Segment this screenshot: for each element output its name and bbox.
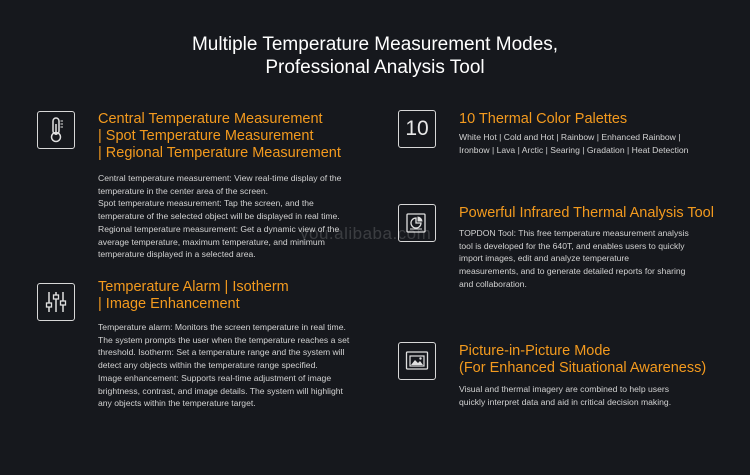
title-line-2: Professional Analysis Tool bbox=[265, 57, 485, 78]
description-line: Image enhancement: Supports real-time adjustment of image bbox=[98, 372, 332, 383]
description-line: temperature of the selected object will be displayed in real time. bbox=[98, 211, 340, 222]
description-line: TOPDON Tool: This free temperature measurement analysis bbox=[459, 228, 689, 238]
description-line: Ironbow | Lava | Arctic | Searing | Gradation | Heat Detection bbox=[459, 144, 689, 155]
feature-title-line: 10 Thermal Color Palettes bbox=[459, 111, 628, 127]
description-line: Visual and thermal imagery are combined to help users bbox=[459, 384, 670, 394]
description-line: temperature in the center area of the screen. bbox=[98, 185, 269, 196]
description-line: detect any objects within the temperature range specified. bbox=[98, 360, 318, 371]
feature-title bbox=[459, 343, 706, 377]
description-line: and collaboration. bbox=[459, 278, 527, 289]
description-line: Central temperature measurement: View real-time display of the bbox=[98, 173, 342, 183]
feature-description bbox=[459, 227, 689, 291]
description-line: White Hot | Cold and Hot | Rainbow | Enhanced Rainbow | bbox=[459, 132, 681, 142]
feature-description bbox=[459, 131, 688, 156]
description-line: any objects within the temperature target. bbox=[98, 398, 256, 409]
description-line: tool is developed for the 640T, and enables users to quickly bbox=[459, 240, 685, 251]
description-line: measurements, and to generate detailed reports for sharing bbox=[459, 266, 686, 277]
feature-title-line: Temperature Alarm | Isotherm bbox=[98, 279, 289, 295]
feature-title bbox=[459, 111, 627, 128]
description-line: The system prompts the user when the temperature reaches a set bbox=[98, 334, 350, 345]
description-line: import images, edit and analyze temperature bbox=[459, 253, 630, 264]
feature-description bbox=[98, 321, 349, 410]
feature-title bbox=[98, 279, 289, 313]
sliders-icon bbox=[37, 283, 75, 321]
feature-title-line: | Regional Temperature Measurement bbox=[98, 145, 341, 161]
description-line: threshold. Isotherm: Set a temperature range and the system will bbox=[98, 347, 345, 358]
picture-in-picture-icon bbox=[398, 342, 436, 380]
thermometer-icon bbox=[37, 111, 75, 149]
description-line: average temperature, maximum temperature, and minimum bbox=[98, 236, 325, 247]
feature-title bbox=[98, 111, 341, 162]
watermark: you.alibaba.com bbox=[300, 224, 432, 243]
feature-title bbox=[459, 205, 714, 222]
description-line: temperature displayed in a selected area. bbox=[98, 249, 256, 260]
feature-title-line: Powerful Infrared Thermal Analysis Tool bbox=[459, 205, 714, 221]
feature-title-line: (For Enhanced Situational Awareness) bbox=[459, 360, 707, 376]
page-title bbox=[0, 33, 750, 79]
description-line: Temperature alarm: Monitors the screen temperature in real time. bbox=[98, 322, 346, 332]
description-line: brightness, contrast, and image details. The system will highlight bbox=[98, 385, 343, 396]
description-line: Regional temperature measurement: Get a dynamic view of the bbox=[98, 223, 340, 234]
feature-description bbox=[98, 172, 341, 261]
feature-title-line: | Spot Temperature Measurement bbox=[98, 128, 314, 144]
description-line: Spot temperature measurement: Tap the screen, and the bbox=[98, 198, 314, 209]
title-line-1: Multiple Temperature Measurement Modes, bbox=[191, 34, 559, 55]
feature-title-line: Central Temperature Measurement bbox=[98, 111, 323, 127]
description-line: quickly interpret data and aid in critical decision making. bbox=[459, 396, 672, 407]
feature-title-line: | Image Enhancement bbox=[98, 296, 240, 312]
palette-count-icon: 10 bbox=[398, 110, 436, 148]
feature-description bbox=[459, 383, 671, 408]
feature-title-line: Picture-in-Picture Mode bbox=[459, 343, 611, 359]
